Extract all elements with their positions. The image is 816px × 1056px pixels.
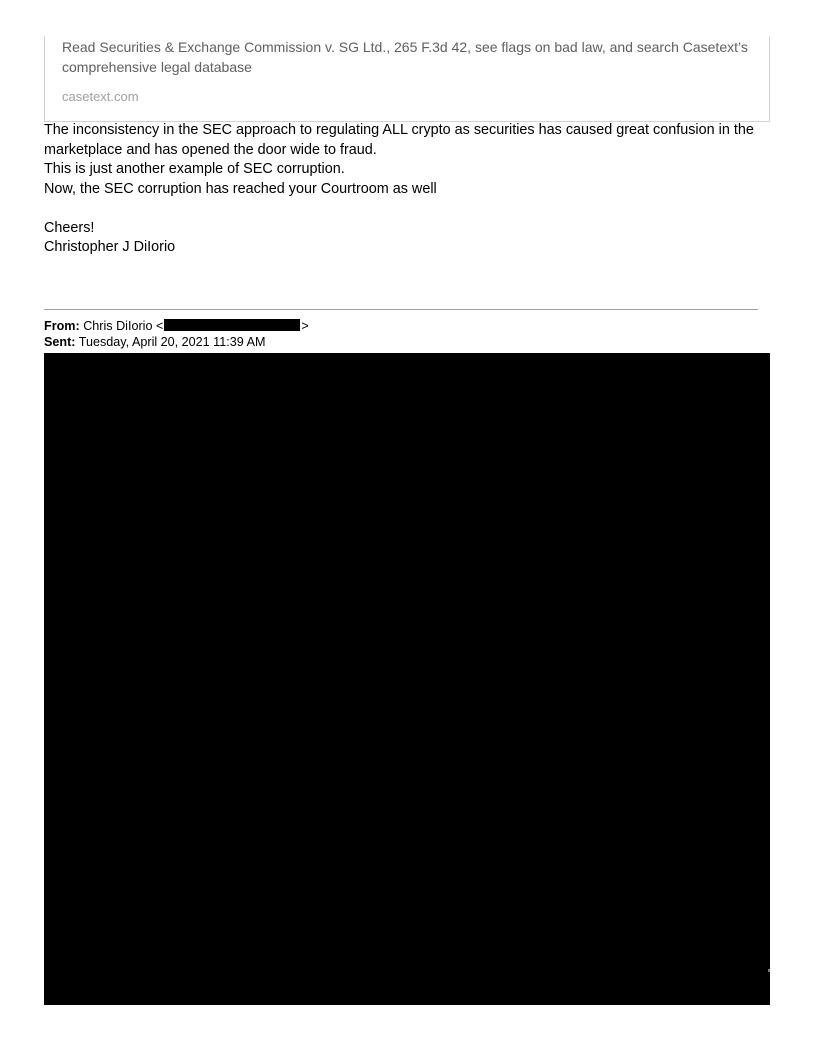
message-body: [44, 121, 770, 258]
sent-label: Sent:: [44, 335, 76, 349]
sent-value: Tuesday, April 20, 2021 11:39 AM: [78, 335, 266, 349]
from-close: >: [301, 319, 309, 333]
paragraph-gap: [44, 199, 770, 219]
redacted-email: [164, 319, 300, 331]
closing: Cheers!: [44, 219, 95, 236]
signature: Christopher J DiIorio: [44, 239, 176, 255]
forwarded-header: [44, 318, 770, 350]
from-name: Chris DiIorio <: [83, 319, 164, 333]
message-line: Now, the SEC corruption has reached your Courtroom as well: [44, 180, 437, 197]
sent-line: [44, 334, 770, 350]
scan-mark: [768, 969, 770, 972]
link-preview-card[interactable]: [44, 36, 770, 122]
message-divider: [44, 309, 758, 310]
from-label: From:: [44, 319, 80, 333]
message-line: The inconsistency in the SEC approach to regulating ALL crypto as securities has caused great confusion in the marketplace and has opened the door wide to fraud.: [44, 122, 754, 158]
message-line: This is just another example of SEC corruption.: [44, 161, 345, 177]
redacted-content-block: [44, 353, 770, 1005]
link-preview-description: Read Securities & Exchange Commission v. SG Ltd., 265 F.3d 42, see flags on bad law, and search Casetext’s comprehensive legal database: [62, 39, 748, 75]
from-line: [44, 318, 770, 334]
link-preview-domain[interactable]: casetext.com: [62, 89, 139, 104]
